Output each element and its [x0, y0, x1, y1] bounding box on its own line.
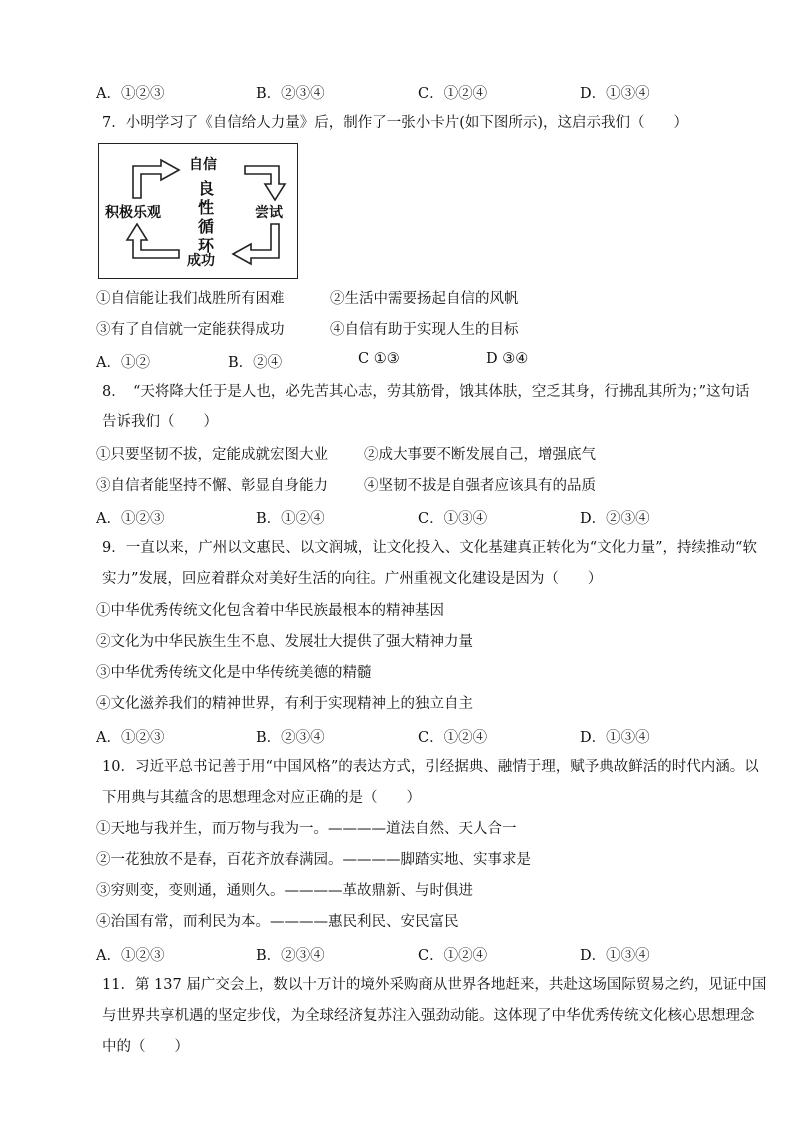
q9-choice-d: D．①③④ [580, 730, 650, 746]
q6-choice-b: B．②③④ [256, 86, 325, 102]
q10-option-1: ①天地与我并生，而万物与我为一。————道法自然、天人合一 [96, 821, 517, 837]
q9-option-1: ①中华优秀传统文化包含着中华民族最根本的精神基因 [96, 603, 444, 619]
q6-choice-d: D．①③④ [580, 86, 650, 102]
cycle-label-top: 自信 [189, 157, 217, 173]
q7-choice-c: C ①③ [358, 351, 400, 367]
q8-stem-line-1: 8． “天将降大任于是人也，必先苦其心志，劳其筋骨，饿其体肤，空乏其身，行拂乱其所为；”这句话 [102, 384, 750, 400]
q11-stem-line-2: 与世界共享机遇的坚定步伐，为全球经济复苏注入强劲动能。这体现了中华优秀传统文化核心思想理念 [102, 1008, 755, 1024]
q7-choice-a: A．①② [96, 355, 150, 371]
q9-stem-line-2: 实力”发展，回应着群众对美好生活的向往。广州重视文化建设是因为（ ） [102, 571, 603, 587]
cycle-center-text [195, 179, 217, 255]
q9-choices [96, 726, 736, 746]
q7-choice-d: D ③④ [486, 351, 529, 367]
q7-option-3: ③有了自信就一定能获得成功 [96, 322, 285, 338]
q6-choice-a: A．①②③ [96, 86, 165, 102]
q9-stem-line-1: 9．一直以来，广州以文惠民、以文润城，让文化投入、文化基建真正转化为“文化力量”，持续推动“软 [102, 540, 757, 556]
q10-choice-c: C．①②④ [418, 948, 488, 964]
cycle-center-char-2: 性 [197, 198, 214, 217]
q7-option-4: ④自信有助于实现人生的目标 [330, 322, 519, 338]
q10-option-4: ④治国有常，而利民为本。————惠民利民、安民富民 [96, 914, 459, 930]
cycle-center-char-4: 环 [197, 236, 214, 255]
q8-choice-a: A．①②③ [96, 511, 165, 527]
q8-choice-c: C．①③④ [418, 511, 488, 527]
q10-stem-line-2: 下用典与其蕴含的思想理念对应正确的是（ ） [102, 790, 421, 806]
q10-choices [96, 944, 736, 964]
q11-stem-line-3: 中的（ ） [102, 1039, 189, 1055]
q10-option-2: ②一花独放不是春，百花齐放春满园。————脚踏实地、实事求是 [96, 852, 531, 868]
q8-choices [96, 507, 736, 527]
q9-choice-c: C．①②④ [418, 730, 488, 746]
q7-choices [96, 351, 736, 371]
cycle-center-char-3: 循 [197, 217, 214, 236]
q7-cycle-card [98, 143, 298, 279]
q9-option-3: ③中华优秀传统文化是中华传统美德的精髓 [96, 665, 372, 681]
q9-option-4: ④文化滋养我们的精神世界，有利于实现精神上的独立自主 [96, 696, 473, 712]
q8-option-4: ④坚韧不拔是自强者应该具有的品质 [364, 478, 596, 494]
q6-choices [96, 82, 736, 102]
cycle-label-left: 积极乐观 [105, 205, 161, 221]
q8-option-1: ①只要坚韧不拔，定能成就宏图大业 [96, 447, 328, 463]
cycle-label-bottom: 成功 [187, 253, 215, 269]
q8-stem-line-2: 告诉我们（ ） [102, 414, 218, 430]
q6-choice-c: C．①②④ [418, 86, 488, 102]
cycle-center-char-1: 良 [197, 179, 214, 198]
q10-choice-b: B．②③④ [256, 948, 325, 964]
q9-option-2: ②文化为中华民族生生不息、发展壮大提供了强大精神力量 [96, 634, 473, 650]
q7-stem: 7．小明学习了《自信给人力量》后，制作了一张小卡片(如下图所示)，这启示我们（ ） [102, 115, 689, 131]
q7-choice-b: B．②④ [228, 355, 283, 371]
q11-stem-line-1: 11．第 137 届广交会上，数以十万计的境外采购商从世界各地赶来，共赴这场国际贸易之约，见证中国 [102, 977, 767, 993]
q8-choice-b: B．①②④ [256, 511, 325, 527]
q10-option-3: ③穷则变，变则通，通则久。————革故鼎新、与时俱进 [96, 883, 473, 899]
cycle-label-right: 尝试 [255, 205, 283, 221]
q10-stem-line-1: 10．习近平总书记善于用“中国风格”的表达方式，引经据典、融情于理，赋予典故鲜活的时代内涵。以 [102, 759, 759, 775]
q10-choice-a: A．①②③ [96, 948, 165, 964]
q7-option-1: ①自信能让我们战胜所有困难 [96, 291, 285, 307]
q8-option-3: ③自信者能坚持不懈、彰显自身能力 [96, 478, 328, 494]
q9-choice-a: A．①②③ [96, 730, 165, 746]
q9-choice-b: B．②③④ [256, 730, 325, 746]
q10-choice-d: D．①③④ [580, 948, 650, 964]
q8-choice-d: D．②③④ [580, 511, 650, 527]
q8-option-2: ②成大事要不断发展自己，增强底气 [364, 447, 596, 463]
q7-option-2: ②生活中需要扬起自信的风帆 [330, 291, 519, 307]
